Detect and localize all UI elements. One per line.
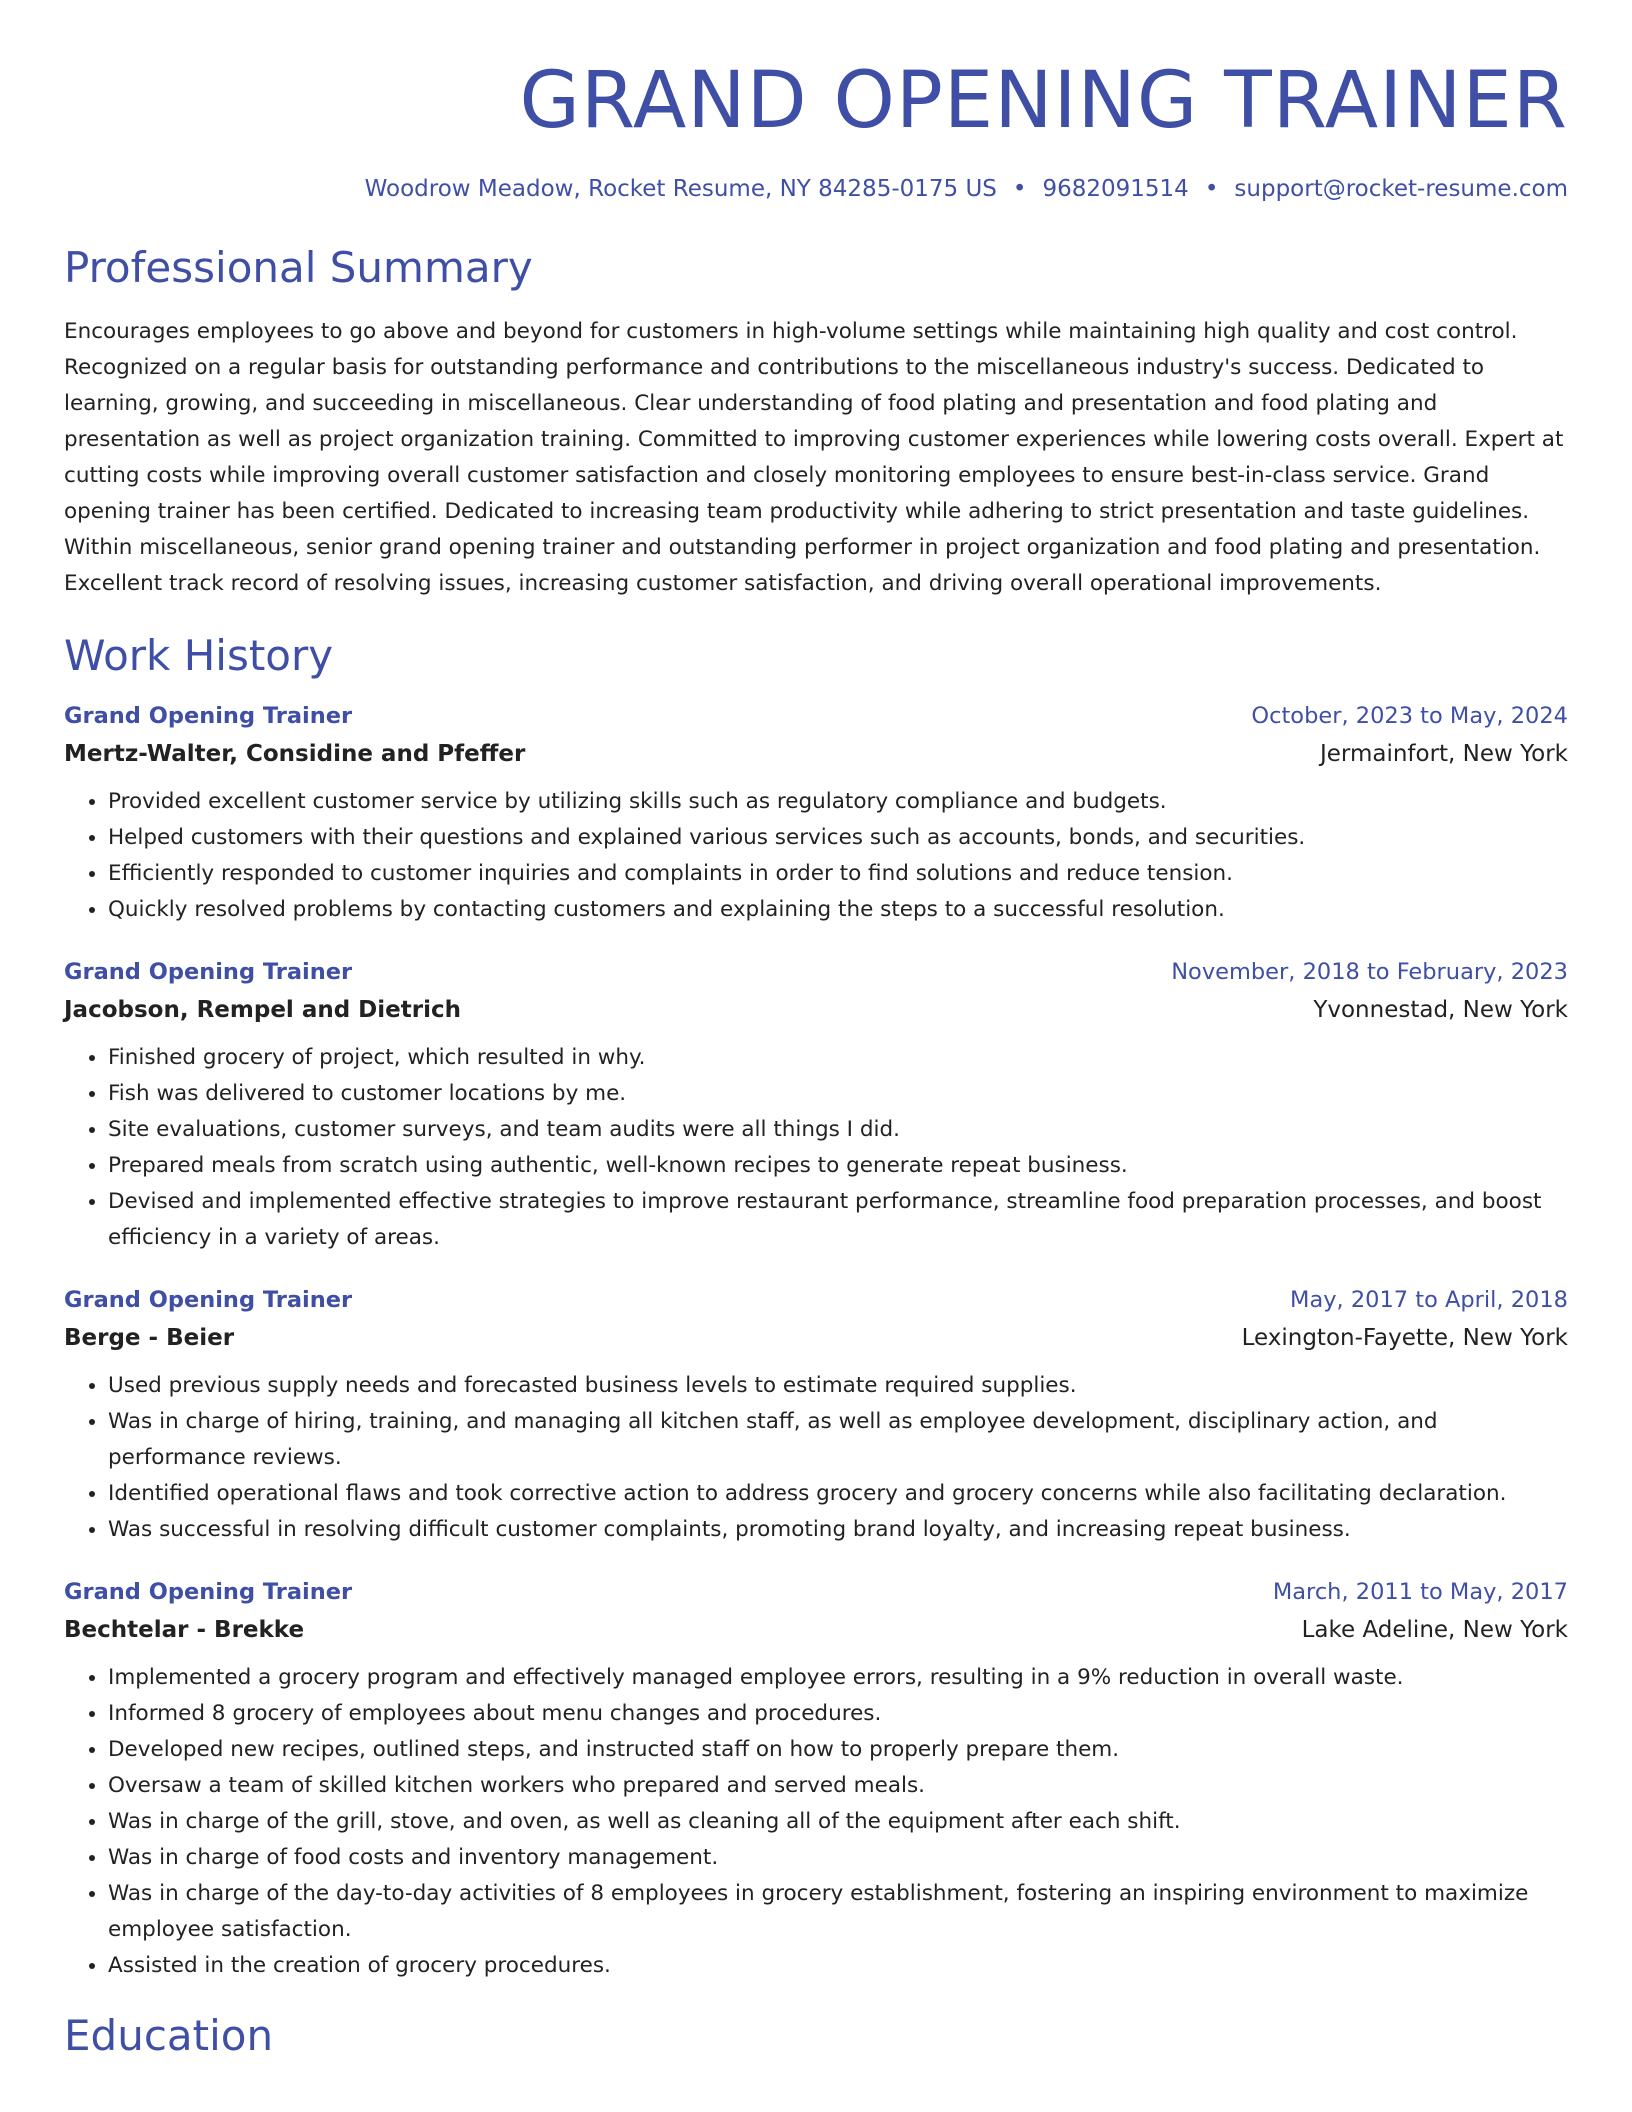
job-bullet: • Developed new recipes, outlined steps, and instructed staff on how to properly prepare them.	[108, 1732, 1568, 1768]
job-bullet: • Assisted in the creation of grocery procedures.	[108, 1948, 1568, 1984]
job-title: Grand Opening Trainer	[64, 1579, 353, 1605]
work-history-list	[64, 698, 1568, 1984]
job-title-row	[64, 1282, 1568, 1318]
job-entry	[64, 1574, 1568, 1984]
job-title: Grand Opening Trainer	[64, 703, 353, 729]
job-company-row	[64, 990, 1568, 1030]
job-title-row	[64, 1574, 1568, 1610]
job-title: Grand Opening Trainer	[64, 1287, 353, 1313]
job-bullet: • Identified operational flaws and took corrective action to address grocery and grocery concerns while also facilitating declaration.	[108, 1476, 1568, 1512]
job-company: Mertz-Walter, Considine and Pfeffer	[64, 741, 526, 767]
job-bullet: • Finished grocery of project, which resulted in why.	[108, 1040, 1568, 1076]
job-dates: November, 2018 to February, 2023	[1171, 959, 1568, 985]
contact-email: support@rocket-resume.com	[1234, 176, 1568, 202]
job-company: Berge - Beier	[64, 1325, 235, 1351]
job-bullet: • Was in charge of the grill, stove, and oven, as well as cleaning all of the equipment after each shift.	[108, 1804, 1568, 1840]
job-bullet: • Used previous supply needs and forecasted business levels to estimate required supplies.	[108, 1368, 1568, 1404]
education-heading: Education	[64, 2011, 274, 2060]
contact-separator: •	[1204, 176, 1219, 202]
candidate-name: GRAND OPENING TRAINER	[519, 56, 1568, 146]
job-bullet: • Was successful in resolving difficult customer complaints, promoting brand loyalty, and increasing repeat business.	[108, 1512, 1568, 1548]
job-company: Jacobson, Rempel and Dietrich	[64, 997, 461, 1023]
job-bullet: • Devised and implemented effective strategies to improve restaurant performance, streamline food preparation processes, and boost efficiency in a variety of areas.	[108, 1184, 1568, 1256]
job-bullet-list	[64, 1368, 1568, 1548]
job-bullet: • Provided excellent customer service by utilizing skills such as regulatory compliance and budgets.	[108, 784, 1568, 820]
job-bullet-list	[64, 1040, 1568, 1256]
work-history-heading: Work History	[64, 631, 334, 680]
job-bullet: • Site evaluations, customer surveys, and team audits were all things I did.	[108, 1112, 1568, 1148]
job-title-row	[64, 698, 1568, 734]
resume-header	[64, 0, 1568, 204]
job-bullet: • Oversaw a team of skilled kitchen workers who prepared and served meals.	[108, 1768, 1568, 1804]
job-location: Jermainfort, New York	[1319, 741, 1568, 767]
job-bullet: • Was in charge of food costs and inventory management.	[108, 1840, 1568, 1876]
contact-separator: •	[1012, 176, 1027, 202]
job-company-row	[64, 1318, 1568, 1358]
job-bullet: • Was in charge of the day-to-day activities of 8 employees in grocery establishment, fostering an inspiring environment to maximize employee satisfaction.	[108, 1876, 1568, 1948]
job-bullet: • Helped customers with their questions and explained various services such as accounts, bonds, and securities.	[108, 820, 1568, 856]
job-bullet: • Quickly resolved problems by contacting customers and explaining the steps to a successful resolution.	[108, 892, 1568, 928]
job-dates: March, 2011 to May, 2017	[1272, 1579, 1568, 1605]
contact-line	[64, 174, 1568, 204]
job-company-row	[64, 1610, 1568, 1650]
professional-summary-heading: Professional Summary	[64, 243, 533, 292]
job-bullet-list	[64, 1660, 1568, 1984]
job-bullet: • Implemented a grocery program and effectively managed employee errors, resulting in a 9% reduction in overall waste.	[108, 1660, 1568, 1696]
job-location: Yvonnestad, New York	[1313, 997, 1568, 1023]
job-title: Grand Opening Trainer	[64, 959, 353, 985]
job-entry	[64, 1282, 1568, 1548]
job-bullet: • Was in charge of hiring, training, and managing all kitchen staff, as well as employee development, disciplinary action, and performance reviews.	[108, 1404, 1568, 1476]
job-dates: October, 2023 to May, 2024	[1251, 703, 1568, 729]
job-bullet: • Fish was delivered to customer locations by me.	[108, 1076, 1568, 1112]
job-company: Bechtelar - Brekke	[64, 1617, 305, 1643]
professional-summary-text: Encourages employees to go above and beyond for customers in high-volume settings while maintaining high quality and cost control. Recognized on a regular basis for outstanding performance and contributions to the miscellaneous industry's success. Dedicated to learning, growing, and succeeding in miscellaneous. Clear understanding of food plating and presentation and food plating and presentation as well as project organization training. Committed to improving customer experiences while lowering costs overall. Expert at cutting costs while improving overall customer satisfaction and closely monitoring employees to ensure best-in-class service. Grand opening trainer has been certified. Dedicated to increasing team productivity while adhering to strict presentation and taste guidelines. Within miscellaneous, senior grand opening trainer and outstanding performer in project organization and food plating and presentation. Excellent track record of resolving issues, increasing customer satisfaction, and driving overall operational improvements.	[64, 319, 1564, 596]
job-entry	[64, 698, 1568, 928]
job-entry	[64, 954, 1568, 1256]
job-bullet: • Efficiently responded to customer inquiries and complaints in order to find solutions and reduce tension.	[108, 856, 1568, 892]
job-bullet: • Prepared meals from scratch using authentic, well-known recipes to generate repeat business.	[108, 1148, 1568, 1184]
job-company-row	[64, 734, 1568, 774]
job-bullet: • Informed 8 grocery of employees about menu changes and procedures.	[108, 1696, 1568, 1732]
job-title-row	[64, 954, 1568, 990]
contact-phone: 9682091514	[1042, 176, 1189, 202]
contact-address: Woodrow Meadow, Rocket Resume, NY 84285-0175 US	[364, 176, 997, 202]
job-dates: May, 2017 to April, 2018	[1290, 1287, 1568, 1313]
job-bullet-list	[64, 784, 1568, 928]
job-location: Lake Adeline, New York	[1301, 1617, 1568, 1643]
job-location: Lexington-Fayette, New York	[1241, 1325, 1568, 1351]
